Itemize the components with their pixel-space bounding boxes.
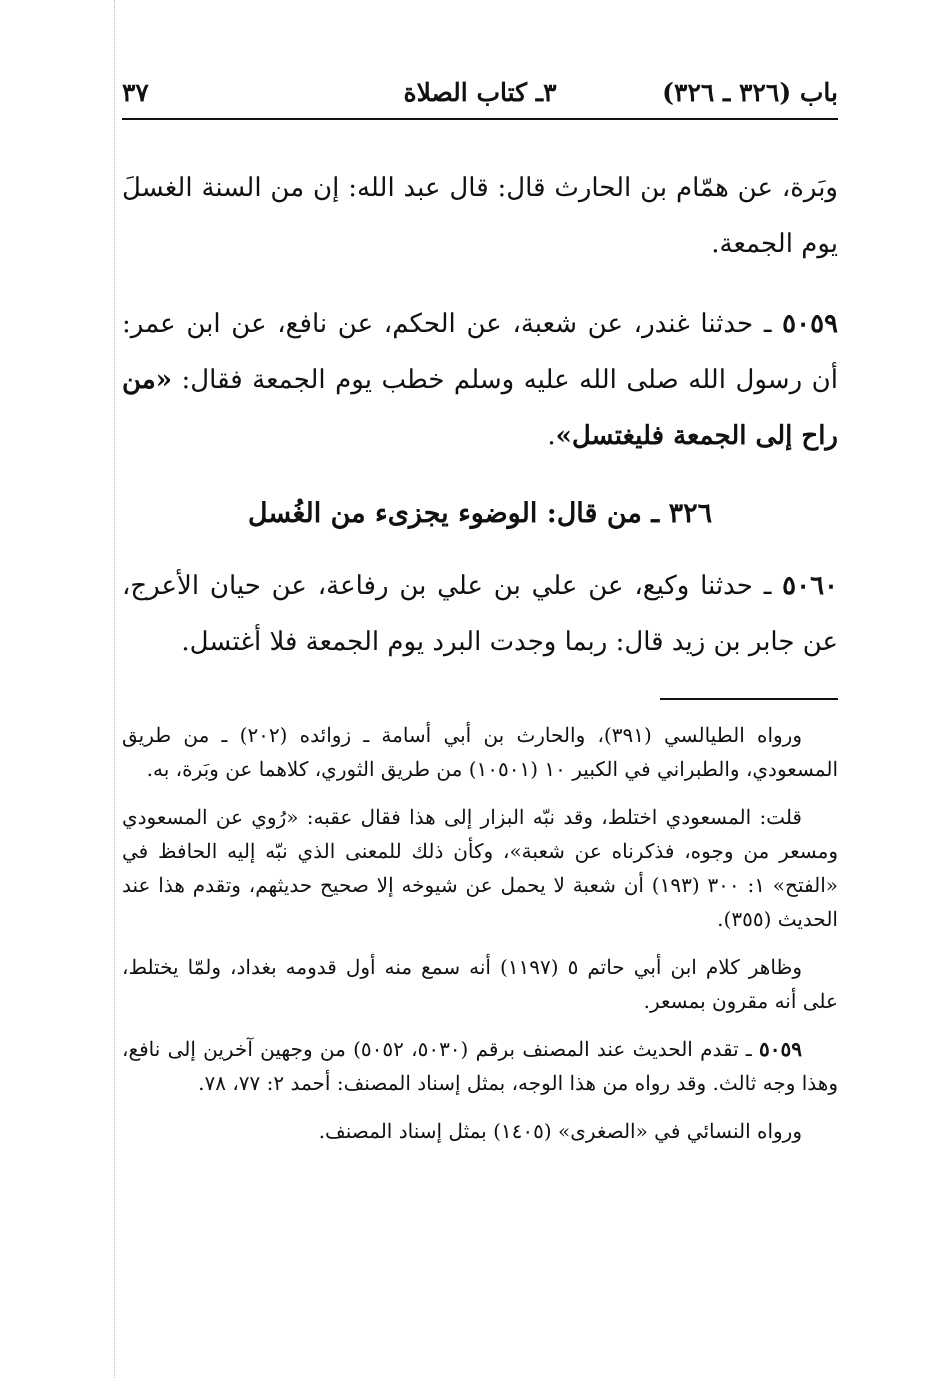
hadith-quote: «من راح إلى الجمعة فليغتسل» bbox=[122, 365, 838, 451]
footnote-paragraph: ورواه الطيالسي (٣٩١)، والحارث بن أبي أسامة ـ زوائده (٢٠٢) ـ من طريق المسعودي، والطبراني في الكبير ١٠ (١٠٥٠١) من طريق الثوري، كلاهما عن وبَرة، به. bbox=[122, 723, 838, 781]
chapter-heading: ٣٢٦ ـ من قال: الوضوء يجزىء من الغُسل bbox=[247, 498, 713, 529]
footnote-hadith-number: ٥٠٥٩ bbox=[759, 1037, 803, 1061]
footnote-paragraph: ورواه النسائي في «الصغرى» (١٤٠٥) بمثل إسناد المصنف. bbox=[318, 1119, 802, 1143]
hadith-text: ـ حدثنا غندر، عن شعبة، عن الحكم، عن نافع، عن ابن عمر: أن رسول الله صلى الله عليه وسلم خطب يوم الجمعة فقال: bbox=[122, 309, 838, 395]
footnote-paragraph: قلت: المسعودي اختلط، وقد نبّه البزار إلى هذا فقال عقبه: «رُوي عن المسعودي ومسعر من وجوه، فذكرناه عن شعبة»، وكأن ذلك للمعنى الذي نبّه إليه الحافظ في «الفتح» ١: ٣٠٠ (١٩٣) أن شعبة لا يحمل عن شيوخه إلا صحيح حديثهم، وتقدم هذا عند الحديث (٣٥٥). bbox=[122, 805, 838, 931]
footnote-separator bbox=[660, 698, 838, 700]
running-header bbox=[122, 70, 838, 118]
main-text bbox=[122, 160, 838, 670]
footnote-text: ـ تقدم الحديث عند المصنف برقم (٥٠٣٠، ٥٠٥٢) من وجهين آخرين إلى نافع، وهذا وجه ثالث. وقد رواه من هذا الوجه، بمثل إسناد المصنف: أحمد ٢: ٧٧، ٧٨. bbox=[122, 1037, 838, 1095]
header-rule bbox=[122, 118, 838, 120]
hadith-5059 bbox=[122, 296, 838, 464]
footnote-paragraph: وظاهر كلام ابن أبي حاتم ٥ (١١٩٧) أنه سمع منه أول قدومه بغداد، ولمّا يختلط، على أنه مقرون بمسعر. bbox=[122, 955, 838, 1013]
hadith-number: ٥٠٥٩ bbox=[782, 309, 838, 339]
hadith-number: ٥٠٦٠ bbox=[782, 571, 838, 601]
page-number: ٣٧ bbox=[122, 78, 149, 107]
scan-edge-line bbox=[114, 0, 115, 1378]
hadith-text: ـ حدثنا وكيع، عن علي بن علي بن رفاعة، عن حيان الأعرج، عن جابر بن زيد قال: ربما وجدت البرد يوم الجمعة فلا أغتسل. bbox=[122, 571, 838, 657]
book-title: ٣ـ كتاب الصلاة bbox=[403, 78, 557, 107]
footnotes bbox=[122, 718, 838, 1148]
continuation-paragraph: وبَرة، عن همّام بن الحارث قال: قال عبد الله: إن من السنة الغسلَ يوم الجمعة. bbox=[122, 173, 838, 259]
footnote-hadith-5059 bbox=[122, 1032, 838, 1100]
book-page bbox=[122, 70, 838, 1148]
chapter-range: باب (٣٢٦ ـ ٣٢٦) bbox=[662, 78, 838, 107]
hadith-5060 bbox=[122, 558, 838, 670]
hadith-ending: . bbox=[547, 421, 556, 451]
